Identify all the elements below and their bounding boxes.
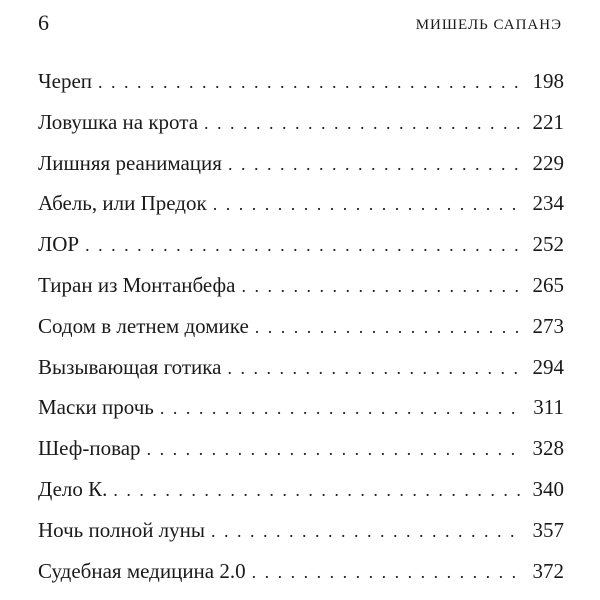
toc-entry xyxy=(38,269,564,310)
toc-dot-leader xyxy=(213,188,520,220)
table-of-contents xyxy=(38,65,564,595)
toc-entry xyxy=(38,555,564,596)
toc-dot-leader xyxy=(228,352,520,384)
toc-entry-title: Шеф-повар xyxy=(38,436,141,461)
toc-entry-page: 294 xyxy=(532,354,564,379)
page-header xyxy=(38,10,562,40)
toc-entry xyxy=(38,351,564,392)
toc-entry-title: Вызывающая готика xyxy=(38,354,222,379)
toc-entry xyxy=(38,310,564,351)
toc-entry-page: 234 xyxy=(532,191,564,216)
toc-dot-leader xyxy=(252,556,520,588)
toc-entry-page: 229 xyxy=(532,150,564,175)
toc-dot-leader xyxy=(113,474,520,506)
toc-entry-title: Лишняя реанимация xyxy=(38,150,222,175)
toc-dot-leader xyxy=(255,311,520,343)
toc-entry-title: Череп xyxy=(38,69,93,93)
toc-entry-page: 357 xyxy=(532,517,564,542)
toc-entry xyxy=(38,65,564,106)
toc-dot-leader xyxy=(211,515,520,547)
toc-entry-page: 340 xyxy=(532,476,564,501)
toc-entry-title: Дело К. xyxy=(38,476,108,501)
toc-entry xyxy=(38,147,564,188)
toc-entry-title: ЛОР xyxy=(38,232,80,257)
toc-dot-leader xyxy=(241,270,520,302)
toc-entry-title: Абель, или Предок xyxy=(38,191,207,216)
toc-entry-page: 265 xyxy=(532,272,564,297)
toc-entry-page: 252 xyxy=(532,232,564,257)
toc-entry xyxy=(38,514,564,555)
toc-entry-page: 372 xyxy=(532,558,564,583)
toc-entry-title: Содом в летнем домике xyxy=(38,313,249,338)
toc-entry xyxy=(38,228,564,269)
toc-entry-title: Тиран из Монтанбефа xyxy=(38,272,236,297)
toc-dot-leader xyxy=(204,107,520,139)
toc-entry xyxy=(38,432,564,473)
toc-entry-page: 198 xyxy=(532,69,564,93)
toc-entry xyxy=(38,473,564,514)
toc-entry-title: Ловушка на крота xyxy=(38,109,199,134)
toc-dot-leader xyxy=(228,148,520,180)
toc-dot-leader xyxy=(85,229,520,261)
toc-dot-leader xyxy=(160,392,520,424)
toc-entry-page: 311 xyxy=(533,395,564,420)
toc-entry xyxy=(38,106,564,147)
toc-entry-page: 328 xyxy=(532,436,564,461)
running-head-author: МИШЕЛЬ САПАНЭ xyxy=(415,17,562,33)
toc-dot-leader xyxy=(147,433,520,465)
toc-entry-page: 221 xyxy=(532,109,564,134)
toc-dot-leader xyxy=(98,66,520,98)
toc-entry xyxy=(38,391,564,432)
toc-entry-title: Ночь полной луны xyxy=(38,517,206,542)
toc-entry-title: Судебная медицина 2.0 xyxy=(38,558,246,583)
toc-entry xyxy=(38,187,564,228)
toc-entry-title: Маски прочь xyxy=(38,395,154,420)
page-number: 6 xyxy=(38,10,49,35)
toc-entry-page: 273 xyxy=(532,313,564,338)
